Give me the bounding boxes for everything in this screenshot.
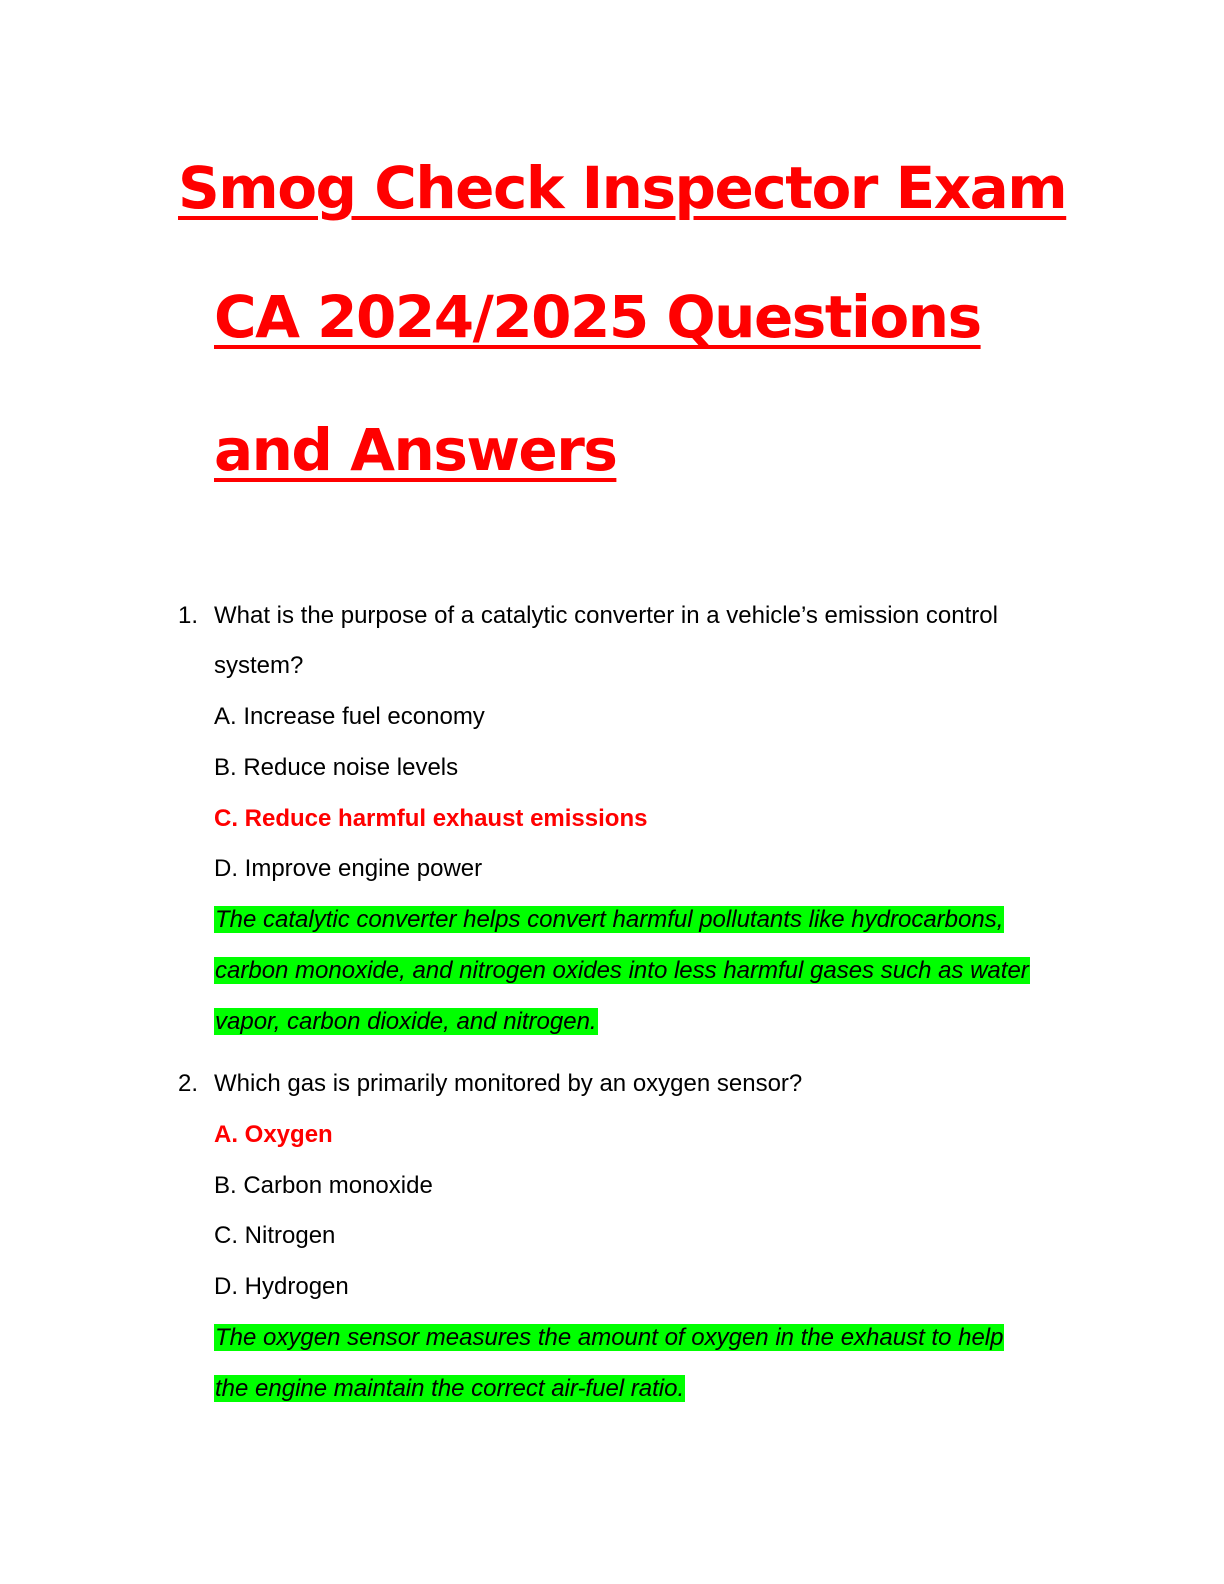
question-text: What is the purpose of a catalytic converter in a vehicle’s emission control: [214, 602, 998, 629]
question-text-continued: system?: [214, 652, 304, 679]
explanation-highlight: vapor, carbon dioxide, and nitrogen.: [215, 1008, 597, 1035]
question-number: 1.: [178, 602, 199, 629]
explanation-highlight: The oxygen sensor measures the amount of oxygen in the exhaust to help: [215, 1324, 1004, 1351]
explanation-line: [214, 954, 1030, 988]
answer-option-d: D. Hydrogen: [214, 1273, 349, 1300]
answer-option-a: A. Increase fuel economy: [214, 703, 485, 730]
document-title-line-3: and Answers: [214, 416, 617, 484]
explanation-line: [214, 903, 1004, 937]
question-number: 2.: [178, 1070, 199, 1097]
explanation-highlight: carbon monoxide, and nitrogen oxides into less harmful gases such as water: [215, 957, 1029, 984]
explanation-highlight: the engine maintain the correct air-fuel ratio.: [215, 1375, 685, 1402]
question-text: Which gas is primarily monitored by an oxygen sensor?: [214, 1070, 803, 1097]
explanation-line: [214, 1005, 598, 1039]
answer-option-b: B. Reduce noise levels: [214, 754, 459, 781]
answer-option-c-correct: C. Reduce harmful exhaust emissions: [214, 805, 648, 832]
explanation-line: [214, 1321, 1004, 1355]
answer-option-b: B. Carbon monoxide: [214, 1172, 433, 1199]
document-title-line-1: Smog Check Inspector Exam: [178, 154, 1067, 222]
document-title-line-2: CA 2024/2025 Questions: [214, 283, 981, 351]
answer-option-c: C. Nitrogen: [214, 1222, 336, 1249]
explanation-highlight: The catalytic converter helps convert harmful pollutants like hydrocarbons,: [215, 906, 1004, 933]
answer-option-d: D. Improve engine power: [214, 855, 483, 882]
answer-option-a-correct: A. Oxygen: [214, 1121, 333, 1148]
explanation-line: [214, 1372, 685, 1406]
